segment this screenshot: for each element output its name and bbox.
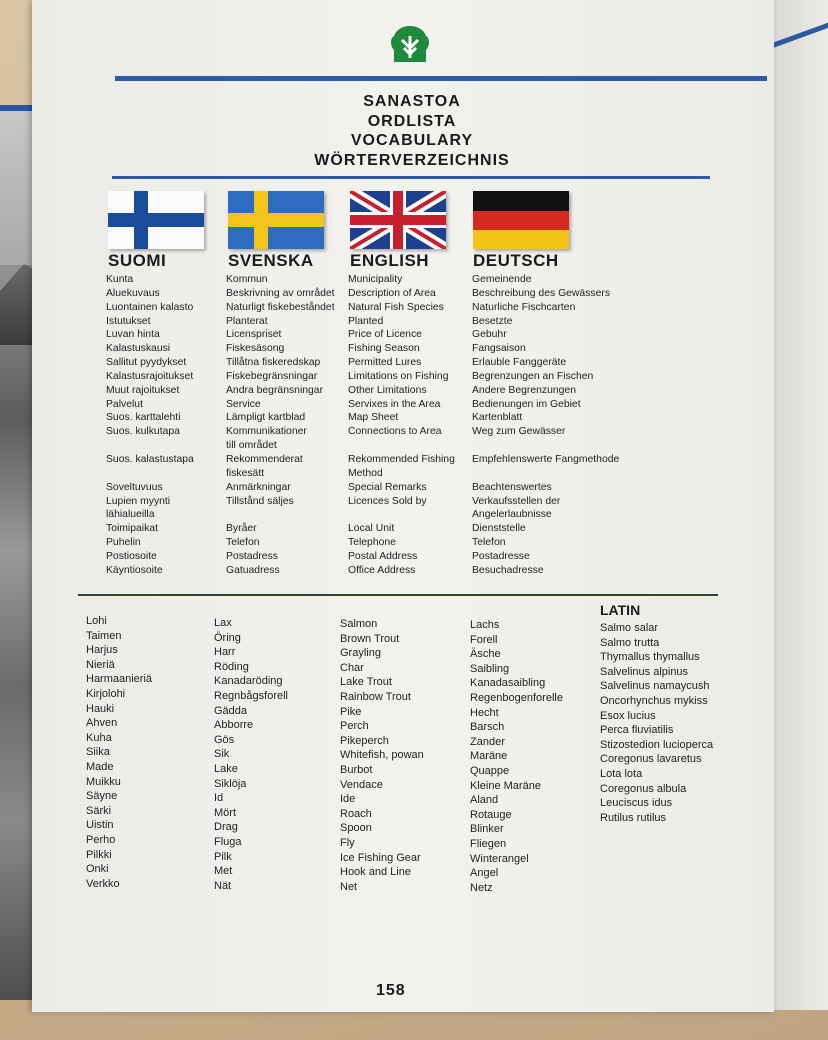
list-item: Dienststelle — [472, 523, 526, 535]
header-suomi: SUOMI — [108, 251, 167, 270]
list-item — [106, 439, 194, 453]
list-item: Licences Sold by — [348, 495, 427, 507]
list-item: Rotauge — [470, 808, 512, 821]
list-item: Andere Begrenzungen — [472, 384, 576, 396]
list-item: Harr — [214, 646, 236, 659]
fish-column-suomi — [86, 614, 152, 891]
list-item: Kleine Maräne — [470, 779, 541, 792]
glossary-column-svenska — [226, 273, 335, 578]
list-item: Service — [226, 398, 261, 410]
list-item — [472, 439, 619, 453]
list-item: Nät — [214, 879, 232, 892]
title-finnish: SANASTOA — [363, 93, 461, 110]
list-item: Fiskesäsong — [226, 343, 285, 355]
list-item: Lupien myynti — [106, 495, 171, 507]
list-item — [106, 467, 194, 481]
list-item: Tillstånd säljes — [226, 495, 294, 507]
list-item: Beskrivning av området — [226, 287, 335, 299]
list-item: Ahven — [86, 717, 118, 730]
list-item: Gemeinende — [472, 274, 532, 285]
list-item: Sallitut pyydykset — [106, 357, 187, 369]
list-item: Kanadasaibling — [470, 677, 546, 690]
list-item: Perch — [340, 720, 369, 733]
list-item: till området — [226, 440, 277, 452]
list-item: Röding — [214, 660, 249, 673]
list-item: Fiskebegränsningar — [226, 370, 318, 382]
header-deutsch: DEUTSCH — [473, 251, 559, 270]
list-item: Besetzte — [472, 315, 513, 327]
list-item: Stizostedion lucioperca — [600, 738, 714, 751]
fish-column-english — [340, 617, 424, 894]
list-item: Istutukset — [106, 315, 151, 327]
list-item: Map Sheet — [348, 412, 399, 424]
list-item: Salvelinus alpinus — [600, 665, 689, 678]
list-item: Fishing Season — [348, 343, 420, 355]
list-item: Säyne — [86, 790, 118, 803]
list-item: Permitted Lures — [348, 357, 422, 369]
list-item: Gädda — [214, 704, 248, 717]
list-item: Beschreibung des Gewässers — [472, 287, 611, 299]
list-item: Perho — [86, 833, 116, 846]
germany-flag-icon — [473, 191, 569, 249]
list-item: Bedienungen im Gebiet — [472, 398, 581, 410]
list-item: Blinker — [470, 823, 504, 836]
list-item: Soveltuvuus — [106, 481, 163, 493]
list-item: Telephone — [348, 537, 396, 549]
list-item: Salmo trutta — [600, 636, 660, 649]
list-item: Nieriä — [86, 658, 115, 671]
list-item: Rutilus rutilus — [600, 811, 667, 824]
list-item: Winterangel — [470, 852, 529, 865]
list-item: Telefon — [226, 537, 260, 549]
list-item: Weg zum Gewässer — [472, 426, 566, 438]
list-item: Perca fluviatilis — [600, 724, 674, 737]
list-item: Abborre — [214, 719, 254, 732]
book-page — [32, 0, 774, 1012]
list-item: Siklöja — [214, 777, 247, 790]
list-item: Fly — [340, 836, 355, 849]
list-item — [348, 508, 455, 522]
list-item: Verkaufsstellen der — [472, 495, 561, 507]
list-item: Pilk — [214, 850, 232, 863]
glossary-column-english — [348, 273, 455, 578]
list-item: Andra begränsningar — [226, 384, 324, 396]
list-item: Naturligt fiskebeståndet — [226, 301, 335, 313]
list-item: Kalastusrajoitukset — [106, 370, 194, 382]
list-item: Kuha — [86, 731, 112, 744]
list-item: Empfehlenswerte Fangmethode — [472, 453, 620, 465]
list-item: Vendace — [340, 778, 383, 791]
list-item: Aland — [470, 794, 499, 807]
list-item: Id — [214, 792, 224, 805]
list-item: Drag — [214, 821, 238, 834]
list-item — [472, 467, 619, 481]
top-rule — [115, 76, 767, 81]
list-item: Naturliche Fischcarten — [472, 301, 576, 313]
finland-flag-icon — [108, 191, 204, 249]
page-title — [232, 92, 592, 170]
list-item: Muikku — [86, 775, 121, 788]
list-item: Särki — [86, 804, 112, 817]
list-item: Telefon — [472, 537, 506, 549]
list-item: Quappe — [470, 764, 510, 777]
list-item: Ice Fishing Gear — [340, 851, 421, 864]
list-item: Rainbow Trout — [340, 690, 411, 703]
list-item: Saibling — [470, 662, 510, 675]
list-item: Roach — [340, 807, 372, 820]
list-item: Besuchadresse — [472, 564, 544, 576]
list-item: Limitations on Fishing — [348, 370, 449, 382]
list-item: Beachtenswertes — [472, 481, 552, 493]
list-item: Kommunikationer — [226, 426, 307, 438]
list-item: Postadress — [226, 550, 278, 562]
list-item: Hauki — [86, 702, 115, 715]
list-item: Toimipaikat — [106, 523, 158, 535]
list-item: Grayling — [340, 647, 381, 660]
lower-rule — [78, 594, 718, 596]
list-item: Suos. kalastustapa — [106, 453, 194, 465]
list-item: Puhelin — [106, 537, 141, 549]
list-item: Kommun — [226, 274, 268, 285]
list-item: Whitefish, powan — [340, 749, 424, 762]
list-item: Postiosoite — [106, 550, 157, 562]
list-item: Postal Address — [348, 550, 418, 562]
list-item: lähialueilla — [106, 509, 155, 521]
list-item: Zander — [470, 735, 505, 748]
list-item: Anmärkningar — [226, 481, 291, 493]
list-item: Lota lota — [600, 767, 643, 780]
fish-column-latin — [600, 621, 713, 825]
list-item: Byråer — [226, 523, 257, 535]
list-item: Regenbogenforelle — [470, 691, 563, 704]
list-item: Brown Trout — [340, 632, 400, 645]
list-item: Connections to Area — [348, 426, 442, 438]
list-item: Met — [214, 865, 233, 878]
list-item: Pilkki — [86, 848, 112, 861]
list-item: Lax — [214, 617, 232, 629]
list-item: Regnbågsforell — [214, 689, 288, 702]
list-item: Office Address — [348, 564, 416, 576]
list-item: Gös — [214, 733, 235, 746]
list-item: Fliegen — [470, 837, 507, 850]
list-item: Angelerlaubnisse — [472, 509, 552, 521]
title-german: WÖRTERVERZEICHNIS — [314, 151, 510, 169]
list-item: Salmo salar — [600, 622, 659, 634]
list-item: Licenspriset — [226, 329, 282, 341]
title-swedish: ORDLISTA — [367, 112, 457, 130]
list-item: Fluga — [214, 835, 242, 848]
list-item: fiskesätt — [226, 467, 265, 479]
list-item: Postadresse — [472, 550, 530, 562]
fish-logo-icon — [388, 24, 432, 64]
list-item: Luvan hinta — [106, 329, 160, 341]
list-item: Lämpligt kartblad — [226, 412, 306, 424]
list-item: Forell — [470, 633, 498, 646]
list-item: Net — [340, 880, 358, 893]
list-item: Siika — [86, 746, 110, 759]
list-item: Gatuadress — [226, 564, 280, 576]
list-item: Thymallus thymallus — [600, 651, 700, 664]
list-item: Uistin — [86, 819, 114, 832]
list-item: Onki — [86, 863, 109, 876]
list-item: Angel — [470, 867, 499, 880]
list-item: Pikeperch — [340, 734, 389, 747]
list-item: Barsch — [470, 721, 505, 734]
list-item: Natural Fish Species — [348, 301, 444, 313]
list-item: Rekommended Fishing — [348, 453, 455, 465]
list-item: Other Limitations — [348, 384, 427, 396]
list-item: Kirjolohi — [86, 687, 126, 700]
list-item: Leuciscus idus — [600, 797, 673, 810]
list-item: Lohi — [86, 615, 107, 627]
list-item: Hecht — [470, 706, 499, 719]
list-item: Hook and Line — [340, 866, 411, 879]
header-english: ENGLISH — [350, 251, 430, 270]
list-item: Servixes in the Area — [348, 398, 441, 410]
list-item: Sik — [214, 748, 230, 761]
list-item: Kanadaröding — [214, 675, 283, 688]
list-item: Burbot — [340, 763, 373, 776]
list-item: Harjus — [86, 644, 118, 657]
list-item: Suos. kulkutapa — [106, 426, 180, 438]
right-page-edge — [765, 0, 828, 1010]
list-item: Special Remarks — [348, 481, 427, 493]
list-item: Coregonus lavaretus — [600, 753, 702, 766]
header-svenska: SVENSKA — [228, 251, 314, 270]
glossary-column-deutsch — [472, 273, 619, 578]
list-item: Kartenblatt — [472, 412, 523, 424]
list-item: Äsche — [470, 648, 501, 661]
list-item: Method — [348, 467, 383, 479]
list-item: Coregonus albula — [600, 782, 687, 795]
fish-column-deutsch — [470, 618, 563, 895]
list-item: Gebuhr — [472, 329, 507, 341]
uk-flag-icon — [350, 191, 446, 249]
list-item: Made — [86, 760, 114, 773]
list-item: Aluekuvaus — [106, 287, 160, 299]
list-item: Pike — [340, 705, 362, 718]
list-item: Erlauble Fanggeräte — [472, 357, 567, 369]
list-item: Rekommenderat — [226, 453, 303, 465]
list-item — [226, 508, 335, 522]
middle-rule — [112, 176, 710, 179]
page-number: 158 — [376, 982, 406, 999]
list-item: Harmaanieriä — [86, 673, 153, 686]
list-item: Lake Trout — [340, 676, 392, 689]
list-item: Price of Licence — [348, 329, 422, 341]
list-item — [348, 439, 455, 453]
list-item: Muut rajoitukset — [106, 384, 180, 396]
list-item: Begrenzungen an Fischen — [472, 370, 594, 382]
fish-column-svenska — [214, 616, 288, 893]
list-item: Char — [340, 661, 364, 674]
list-item: Luontainen kalasto — [106, 301, 194, 313]
list-item: Esox lucius — [600, 709, 656, 722]
list-item: Kalastuskausi — [106, 343, 171, 355]
list-item: Local Unit — [348, 523, 395, 535]
glossary-column-suomi — [106, 273, 194, 578]
list-item: Verkko — [86, 877, 120, 890]
list-item: Fangsaison — [472, 343, 526, 355]
list-item: Kunta — [106, 274, 134, 285]
list-item: Oncorhynchus mykiss — [600, 694, 708, 707]
list-item: Tillåtna fiskeredskap — [226, 357, 321, 369]
list-item: Salvelinus namaycush — [600, 680, 710, 693]
list-item: Öring — [214, 631, 241, 644]
list-item: Municipality — [348, 274, 403, 285]
list-item: Taimen — [86, 629, 122, 642]
list-item: Planted — [348, 315, 384, 327]
list-item: Mört — [214, 806, 236, 819]
sweden-flag-icon — [228, 191, 324, 249]
list-item: Palvelut — [106, 398, 143, 410]
list-item: Salmon — [340, 618, 378, 630]
list-item: Maräne — [470, 750, 508, 763]
list-item: Lake — [214, 762, 238, 775]
list-item: Netz — [470, 881, 493, 894]
list-item: Lachs — [470, 619, 500, 631]
list-item: Ide — [340, 793, 356, 806]
list-item: Spoon — [340, 822, 372, 835]
title-english: VOCABULARY — [350, 132, 474, 149]
list-item: Käyntiosoite — [106, 564, 163, 576]
header-latin: LATIN — [600, 602, 641, 618]
list-item: Description of Area — [348, 287, 436, 299]
list-item: Planterat — [226, 315, 268, 327]
list-item: Suos. karttalehti — [106, 412, 181, 424]
